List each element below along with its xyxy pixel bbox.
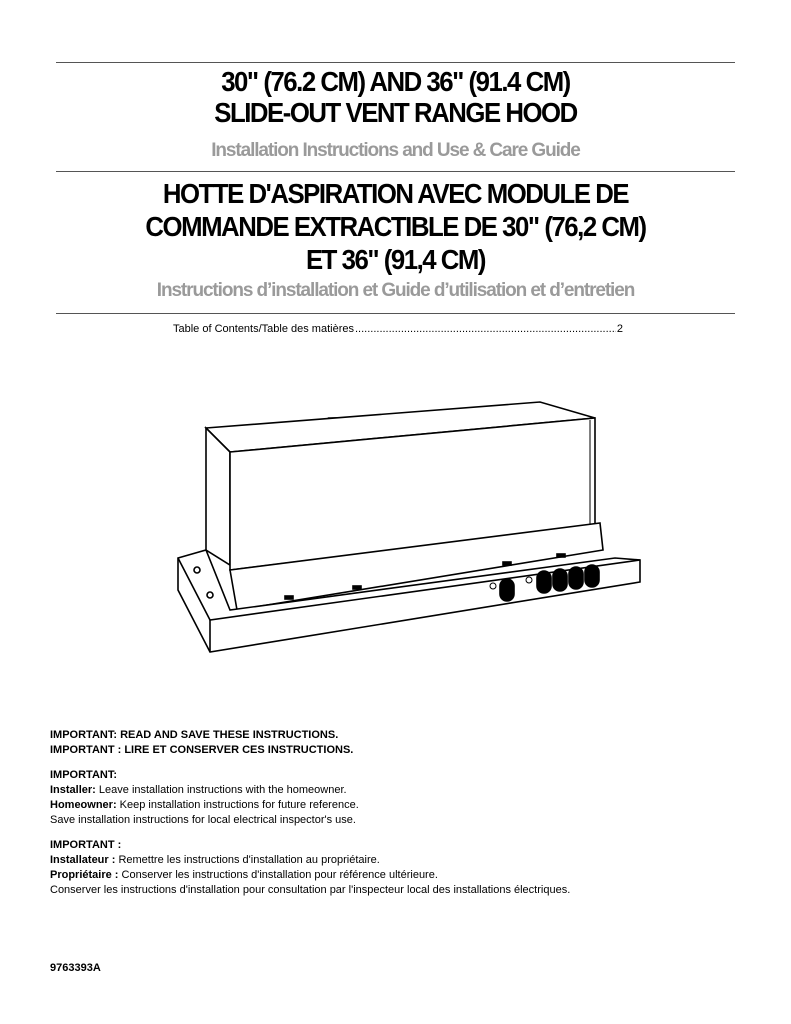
middle-rule xyxy=(56,171,735,172)
title-fr-line-1: HOTTE D'ASPIRATION AVEC MODULE DE xyxy=(162,178,629,209)
en-inspector-line: Save installation instructions for local electrical inspector's use. xyxy=(50,814,356,826)
fr-homeowner-label: Propriétaire : xyxy=(50,869,119,881)
title-en-line-2: SLIDE-OUT VENT RANGE HOOD xyxy=(214,97,577,128)
important-fr-heading: IMPORTANT : LIRE ET CONSERVER CES INSTRUCTIONS. xyxy=(50,744,354,756)
toc-label: Table of Contents/Table des matières xyxy=(173,323,354,335)
fr-homeowner-line xyxy=(50,868,710,883)
title-en-line-1: 30" (76.2 CM) AND 36" (91.4 CM) xyxy=(221,66,570,97)
title-fr-line-2: COMMANDE EXTRACTIBLE DE 30" (76,2 CM) xyxy=(145,211,646,242)
toc-entry[interactable] xyxy=(173,323,623,335)
fr-installer-text: Remettre les instructions d'installation au propriétaire. xyxy=(115,854,380,866)
en-homeowner-text: Keep installation instructions for future reference. xyxy=(116,799,359,811)
toc-leader-dots xyxy=(355,323,616,335)
en-homeowner-line xyxy=(50,798,710,813)
title-english xyxy=(32,66,760,128)
bottom-rule xyxy=(56,313,735,314)
subtitle-french: Instructions d’installation et Guide d’utilisation et d’entretien xyxy=(156,280,635,301)
en-installer-text: Leave installation instructions with the homeowner. xyxy=(95,784,347,796)
subtitle-english: Installation Instructions and Use & Care Guide xyxy=(211,140,580,161)
title-french xyxy=(32,177,760,276)
top-rule xyxy=(56,62,735,63)
title-fr-line-3: ET 36" (91,4 CM) xyxy=(305,244,486,275)
fr-installer-line xyxy=(50,853,710,868)
toc-page-number: 2 xyxy=(616,323,623,335)
en-installer-line xyxy=(50,783,710,798)
en-homeowner-label: Homeowner: xyxy=(50,799,117,811)
en-block-heading: IMPORTANT: xyxy=(50,769,118,781)
fr-installer-label: Installateur : xyxy=(50,854,116,866)
fr-homeowner-text: Conserver les instructions d'installation pour référence ultérieure. xyxy=(118,869,438,881)
fr-block-heading: IMPORTANT : xyxy=(50,839,122,851)
important-notes xyxy=(50,728,710,898)
range-hood-illustration-icon xyxy=(160,390,650,670)
important-en-heading: IMPORTANT: READ AND SAVE THESE INSTRUCTIONS. xyxy=(50,729,339,741)
fr-inspector-line: Conserver les instructions d'installation pour consultation par l'inspecteur local des installations électriques. xyxy=(50,884,571,896)
part-number: 9763393A xyxy=(50,962,101,974)
en-installer-label: Installer: xyxy=(50,784,96,796)
